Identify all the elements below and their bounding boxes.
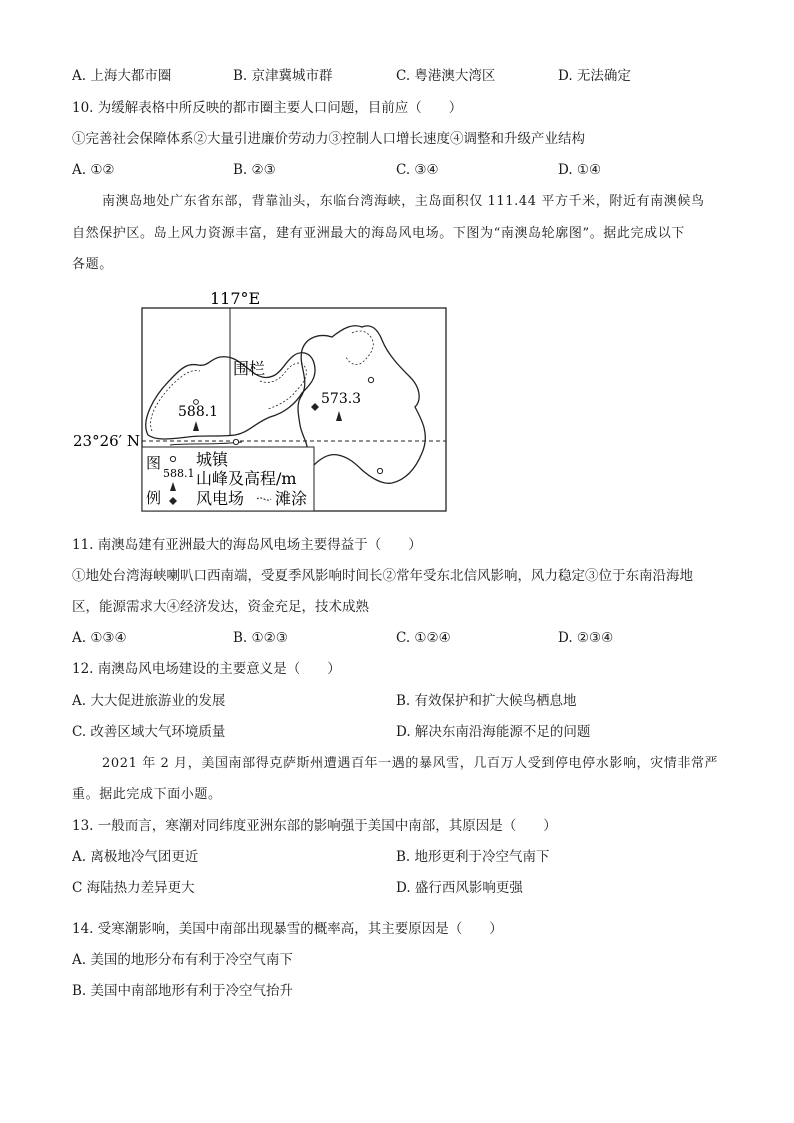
q11-option-b: B. ①②③: [233, 630, 288, 646]
q13-option-d: D. 盛行西风影响更强: [396, 880, 523, 896]
q9-option-a: A. 上海大都市圈: [72, 68, 172, 84]
q13-option-c: C 海陆热力差异更大: [72, 880, 195, 896]
q10-stem: 10. 为缓解表格中所反映的都市圈主要人口问题，目前应（ ）: [72, 100, 463, 116]
q14-stem: 14. 受寒潮影响，美国中南部出现暴雪的概率高，其主要原因是（ ）: [72, 921, 503, 937]
q9-option-c: C. 粤港澳大湾区: [396, 68, 496, 84]
q12-option-c: C. 改善区域大气环境质量: [72, 724, 226, 740]
east-island-outline: [298, 326, 425, 484]
q12-option-a: A. 大大促进旅游业的发展: [72, 693, 226, 709]
q12-stem: 12. 南澳岛风电场建设的主要意义是（ ）: [72, 661, 341, 677]
peak-west-elevation: 588.1: [178, 404, 219, 420]
latitude-label: 23°26′ N: [73, 432, 140, 450]
nanao-island-map: [70, 285, 450, 517]
q11-stem: 11. 南澳岛建有亚洲最大的海岛风电场主要得益于（ ）: [72, 537, 422, 553]
legend-wind-label: 风电场: [196, 489, 245, 508]
q11-statements-2: 区，能源需求大④经济发达，资金充足，技术成熟: [72, 599, 369, 615]
peak-west-icon: [193, 421, 199, 431]
q10-option-b: B. ②③: [233, 162, 276, 178]
q9-option-d: D. 无法确定: [558, 68, 631, 84]
q11-option-c: C. ①②④: [396, 630, 451, 646]
passage2-line-1: 2021 年 2 月，美国南部得克萨斯州遭遇百年一遇的暴风雪，几百万人受到停电停水影响，灾情非常严: [102, 756, 719, 771]
passage1-line-2: 自然保护区。岛上风力资源丰富，建有亚洲最大的海岛风电场。下图为“南澳岛轮廓图”。据此完成以下: [72, 226, 685, 241]
q14-option-a: A. 美国的地形分布有利于冷空气南下: [72, 952, 293, 968]
q10-option-c: C. ③④: [396, 162, 439, 178]
peak-east-icon: [336, 411, 342, 421]
q11-statements-1: ①地处台湾海峡喇叭口西南端，受夏季风影响时间长②常年受东北信风影响，风力稳定③位于东南沿海地: [72, 568, 693, 584]
q11-option-a: A. ①③④: [72, 630, 127, 646]
q13-option-a: A. 离极地冷气团更近: [72, 849, 199, 865]
q9-option-b: B. 京津冀城市群: [233, 68, 333, 84]
town-marker-south: [377, 468, 382, 473]
q11-option-d: D. ②③④: [558, 630, 614, 646]
q10-statements: ①完善社会保障体系②大量引进廉价劳动力③控制人口增长速度④调整和升级产业结构: [72, 131, 585, 147]
fence-label: 围栏: [233, 359, 266, 378]
legend-title-2: 例: [146, 489, 162, 507]
passage1-line-1: 南澳岛地处广东省东部，背靠汕头，东临台湾海峡，主岛面积仅 111.44 平方千米，附近有南澳候鸟: [102, 194, 705, 209]
longitude-label: 117°E: [210, 289, 261, 308]
legend-beach-label: 滩涂: [275, 489, 308, 508]
wind-farm-icon: [311, 403, 319, 411]
q10-option-d: D. ①④: [558, 162, 602, 178]
q12-option-b: B. 有效保护和扩大候鸟栖息地: [396, 693, 577, 709]
legend-sample-elevation: 588.1: [163, 467, 195, 480]
passage2-line-2: 重。据此完成下面小题。: [72, 787, 222, 802]
legend-town-label: 城镇: [196, 450, 229, 469]
town-marker-center: [233, 439, 238, 444]
q14-option-b: B. 美国中南部地形有利于冷空气抬升: [72, 983, 294, 999]
legend-town-icon: [170, 456, 175, 461]
passage1-line-3: 各题。: [72, 257, 113, 272]
q13-option-b: B. 地形更利于冷空气南下: [396, 849, 550, 865]
q12-option-d: D. 解决东南沿海能源不足的问题: [396, 724, 591, 740]
legend-title-1: 图: [146, 454, 162, 472]
town-marker-north: [368, 377, 373, 382]
q10-option-a: A. ①②: [72, 162, 115, 178]
q13-stem: 13. 一般而言，寒潮对同纬度亚洲东部的影响强于美国中南部，其原因是（ ）: [72, 818, 557, 834]
peak-east-elevation: 573.3: [321, 391, 362, 407]
legend-peak-label: 山峰及高程/m: [196, 469, 297, 488]
